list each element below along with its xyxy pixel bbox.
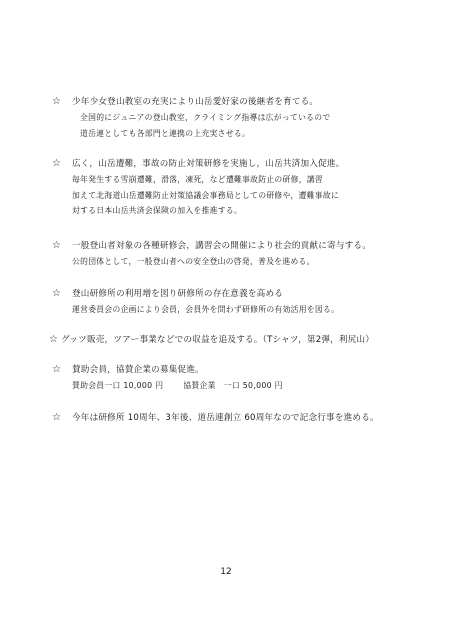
- page-number: 12: [220, 567, 232, 577]
- policy-item-training-center: [52, 286, 442, 318]
- policy-headline: 広く，山岳遭難，事故の防止対策研修を実施し，山岳共済加入促進。: [72, 159, 345, 169]
- policy-detail-line: 対する日本山岳共済会保険の加入を推進する。: [72, 206, 243, 215]
- policy-detail-line: 公的団体として，一般登山者への安全登山の啓発，普及を進める。: [72, 256, 315, 266]
- policy-headline: 登山研修所の利用増を図り研修所の存在意義を高める: [72, 289, 284, 299]
- policy-item-body: [72, 362, 442, 394]
- policy-item-body: [72, 156, 442, 219]
- policy-headline: グッツ販売，ツアー事業などでの収益を追及する。（Tシャツ，第2弾，利尻山）: [61, 334, 375, 345]
- policy-item-anniversary: [52, 410, 442, 426]
- star-bullet-icon: ☆: [52, 96, 61, 107]
- star-bullet-icon: ☆: [52, 288, 61, 299]
- policy-item-body: [72, 94, 442, 141]
- star-bullet-icon: ☆: [49, 333, 58, 345]
- policy-item-accident-prevention: [52, 156, 442, 219]
- sponsor-company-fee: 協賛企業 一口 50,000 円: [183, 380, 283, 390]
- policy-detail-line: 運営委員会の企画により会員，会員外を問わず研修所の有効活用を図る。: [72, 305, 340, 314]
- policy-detail-line: 毎年発生する雪崩遭難，滑落，凍死，など遭難事故防止の研修，講習: [72, 175, 323, 184]
- policy-detail-line: 道岳連としても各部門と連携の上充実させる。: [80, 128, 251, 138]
- policy-item-body: [72, 410, 442, 426]
- star-bullet-icon: ☆: [52, 412, 61, 423]
- policy-headline: 賛助会員，協賛企業の募集促進。: [72, 364, 204, 375]
- star-bullet-icon: ☆: [52, 363, 61, 375]
- policy-detail-line: 加えて北海道山岳遭難防止対策協議会事務局としての研修や，遭難事故に: [72, 190, 340, 200]
- membership-fee-row: [72, 378, 442, 394]
- policy-item-body: [72, 238, 442, 270]
- policy-item-body: [72, 286, 442, 318]
- policy-list: [49, 94, 442, 426]
- policy-detail-line: 全国的にジュニアの登山教室，クライミング指導は広がっているので: [80, 113, 331, 122]
- star-bullet-icon: ☆: [52, 158, 61, 169]
- policy-headline: 少年少女登山教室の充実により山岳愛好家の後継者を育てる。: [72, 97, 319, 107]
- policy-item-public-seminars: [52, 238, 442, 270]
- star-bullet-icon: ☆: [52, 239, 61, 251]
- policy-headline: 一般登山者対象の各種研修会，講習会の開催により社会的貢献に寄与する。: [72, 240, 371, 251]
- supporting-member-fee: 賛助会員一口 10,000 円: [72, 380, 164, 390]
- policy-item-goods-sales: [49, 332, 442, 348]
- policy-item-junior-classes: [52, 94, 442, 141]
- policy-headline: 今年は研修所 10周年、3年後、道岳連創立 60周年なので記念行事を進める。: [72, 413, 379, 423]
- policy-item-sponsors: [52, 362, 442, 394]
- policy-item-body: [61, 332, 442, 348]
